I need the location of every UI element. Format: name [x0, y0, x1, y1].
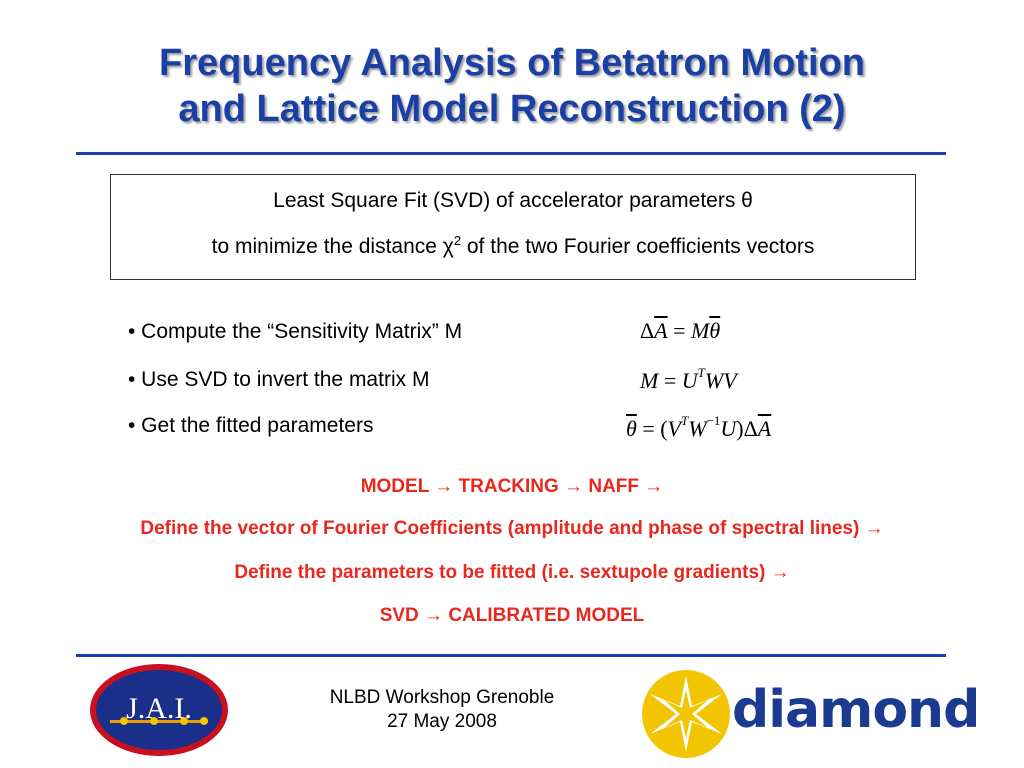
jai-logo [88, 662, 230, 758]
equation-1: $\Delta\overline{A} = M\overline{\theta}$ [640, 318, 721, 343]
title-line-2: and Lattice Model Reconstruction (2) [178, 88, 846, 130]
slide-title [0, 40, 1024, 132]
summary-line-1: Least Square Fit (SVD) of accelerator parameters θ [273, 189, 753, 212]
bullet-item: • Compute the “Sensitivity Matrix” M [128, 320, 463, 343]
flow-line-4: SVD → CALIBRATED MODEL [379, 605, 645, 626]
bullet-item: • Get the fitted parameters [128, 414, 374, 437]
bullet-item: • Use SVD to invert the matrix M [128, 368, 430, 391]
title-line-1: Frequency Analysis of Betatron Motion [159, 42, 865, 84]
flow-line-3: Define the parameters to be fitted (i.e. sextupole gradients) → [234, 562, 790, 583]
event-date: 27 May 2008 [387, 711, 497, 732]
jai-logo-text: J.A.I. [126, 692, 192, 725]
summary-line-2: to minimize the distance $\chi^2$ of the two Fourier coefficients vectors [211, 233, 815, 258]
flow-line-1: MODEL → TRACKING → NAFF → [360, 476, 664, 497]
summary-box [110, 174, 916, 280]
equation-2: $M = U^TWV$ [640, 365, 737, 393]
flow-line-2: Define the vector of Fourier Coefficients (amplitude and phase of spectral lines) → [140, 518, 884, 539]
equation-3: $\overline{\theta} = (V^TW^{-1}U)\Delta\overline{A}$ [626, 413, 772, 441]
diamond-logo-text: diamond [732, 680, 980, 740]
top-divider [76, 152, 946, 155]
event-name: NLBD Workshop Grenoble [329, 687, 555, 708]
footer-event-info [292, 686, 592, 734]
bottom-divider [76, 654, 946, 657]
